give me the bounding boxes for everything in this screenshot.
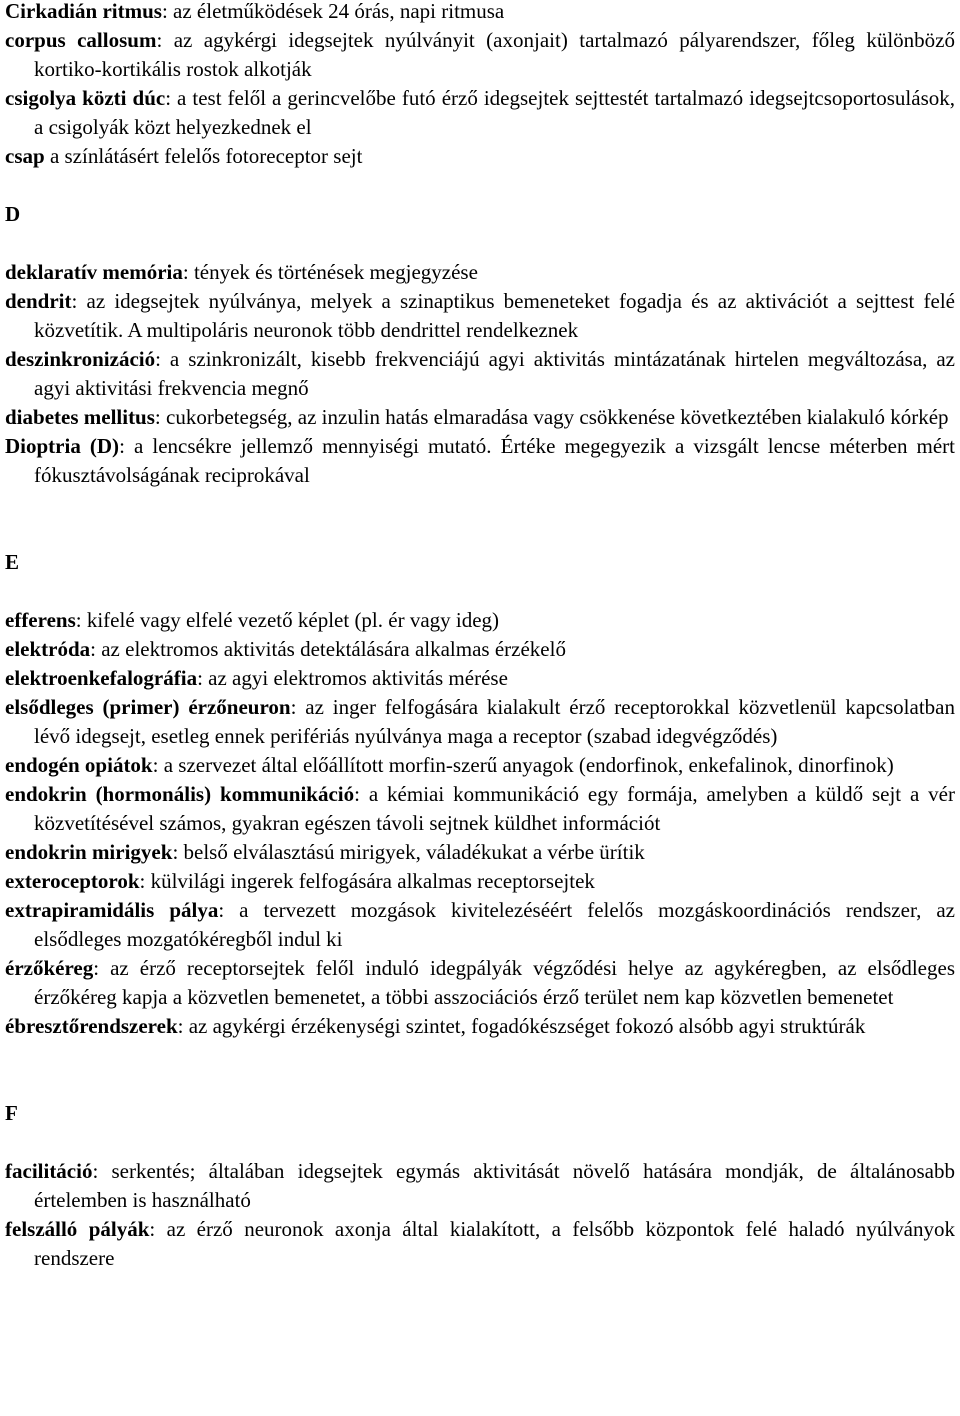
entry-definition: : a szervezet által előállított morfin-szerű anyagok (endorfinok, enkefalinok, dinorfinok)	[152, 753, 894, 777]
glossary-entry	[5, 751, 955, 780]
entry-definition: a színlátásért felelős fotoreceptor sejt	[44, 144, 363, 168]
entry-term: deszinkronizáció	[5, 347, 156, 371]
entry-term: endogén opiátok	[5, 753, 153, 777]
entry-term: csigolya közti dúc	[5, 86, 166, 110]
entry-definition: : az idegsejtek nyúlványa, melyek a szinaptikus bemeneteket fogadja és az aktivációt a sejttest felé közvetítik. A multipoláris neuronok több dendrittel rendelkeznek	[34, 289, 955, 342]
glossary-entry	[5, 432, 955, 490]
entry-definition: : az inger felfogására kialakult érző receptorokkal közvetlenül kapcsolatban lévő idegsejt, esetleg ennek perifériás nyúlványa maga a receptor (szabad idegvégződés)	[34, 695, 955, 748]
entry-term: deklaratív memória	[5, 260, 183, 284]
glossary-entry	[5, 84, 955, 142]
entry-definition: : cukorbetegség, az inzulin hatás elmaradása vagy csökkenése következtében kialakuló kórkép	[154, 405, 949, 429]
entry-definition: : a kémiai kommunikáció egy formája, amelyben a küldő sejt a vér közvetítésével számos, gyakran egészen távoli sejtnek küldhet információt	[34, 782, 955, 835]
glossary-entry	[5, 258, 955, 287]
entry-term: dendrit	[5, 289, 72, 313]
entry-term: corpus callosum	[5, 28, 157, 52]
entry-definition: : az érző receptorsejtek felől induló idegpályák végződési helye az agykéregben, az elsődleges érzőkéreg kapja a közvetlen bemenetet, a többi asszociációs érző terület nem kap közvetlen bemenetet	[34, 956, 955, 1009]
section-letter-e: E	[5, 550, 20, 574]
entry-term: facilitáció	[5, 1159, 93, 1183]
entry-definition: : a szinkronizált, kisebb frekvenciájú agyi aktivitás mintázatának hirtelen megváltozása, az agyi aktivitási frekvencia megnő	[34, 347, 955, 400]
entry-definition: : serkentés; általában idegsejtek egymás aktivitását növelő hatására mondják, de általánosabb értelemben is használható	[34, 1159, 955, 1212]
glossary-entry	[5, 896, 955, 954]
entry-definition: : a tervezett mozgások kivitelezéséért felelős mozgáskoordinációs rendszer, az elsődleges mozgatókéregből indul ki	[34, 898, 955, 951]
glossary-entry	[5, 867, 955, 896]
glossary-entry	[5, 142, 955, 171]
entry-term: felszálló pályák	[5, 1217, 150, 1241]
section-letter-f: F	[5, 1101, 18, 1125]
glossary-page	[5, 0, 955, 1273]
entry-term: extrapiramidális pálya	[5, 898, 219, 922]
glossary-entry	[5, 780, 955, 838]
entry-definition: : az agyi elektromos aktivitás mérése	[197, 666, 508, 690]
entry-definition: : az agykérgi érzékenységi szintet, fogadókészséget fokozó alsóbb agyi struktúrák	[177, 1014, 866, 1038]
entry-term: Dioptria (D)	[5, 434, 120, 458]
entry-definition: : belső elválasztású mirigyek, váladékukat a vérbe ürítik	[172, 840, 645, 864]
glossary-entry	[5, 635, 955, 664]
glossary-entry	[5, 606, 955, 635]
glossary-entry	[5, 403, 955, 432]
entry-definition: : az elektromos aktivitás detektálására alkalmas érzékelő	[90, 637, 566, 661]
entry-definition: : az életműködések 24 órás, napi ritmusa	[161, 0, 505, 23]
glossary-entry	[5, 954, 955, 1012]
entry-term: endokrin (hormonális) kommunikáció	[5, 782, 355, 806]
entry-definition: : kifelé vagy elfelé vezető képlet (pl. ér vagy ideg)	[75, 608, 500, 632]
entry-term: endokrin mirigyek	[5, 840, 173, 864]
glossary-entry	[5, 664, 955, 693]
entry-term: elektróda	[5, 637, 91, 661]
entry-definition: : az agykérgi idegsejtek nyúlványit (axonjait) tartalmazó pályarendszer, főleg különböző kortiko-kortikális rostok alkotják	[34, 28, 955, 81]
entry-definition: : tények és történések megjegyzése	[182, 260, 478, 284]
entry-term: elsődleges (primer) érzőneuron	[5, 695, 291, 719]
entry-term: exteroceptorok	[5, 869, 140, 893]
entry-term: ébresztőrendszerek	[5, 1014, 178, 1038]
entry-term: csap	[5, 144, 45, 168]
glossary-entry	[5, 0, 955, 26]
entry-term: efferens	[5, 608, 76, 632]
glossary-entry	[5, 693, 955, 751]
glossary-entry	[5, 1215, 955, 1273]
glossary-entry	[5, 345, 955, 403]
entry-term: Cirkadián ritmus	[5, 0, 162, 23]
entry-definition: : az érző neuronok axonja által kialakított, a felsőbb központok felé haladó nyúlványok rendszere	[34, 1217, 955, 1270]
entry-term: elektroenkefalográfia	[5, 666, 198, 690]
glossary-entry	[5, 287, 955, 345]
glossary-entry	[5, 1012, 955, 1041]
section-letter-d: D	[5, 202, 21, 226]
entry-term: érzőkéreg	[5, 956, 94, 980]
entry-definition: : a test felől a gerincvelőbe futó érző idegsejtek sejttestét tartalmazó idegsejtcsoportosulások, a csigolyák közt helyezkednek el	[34, 86, 955, 139]
glossary-entry	[5, 26, 955, 84]
entry-term: diabetes mellitus	[5, 405, 155, 429]
entry-definition: : a lencsékre jellemző mennyiségi mutató. Értéke megegyezik a vizsgált lencse méterben mért fókusztávolságának reciprokával	[34, 434, 955, 487]
glossary-entry	[5, 1157, 955, 1215]
entry-definition: : külvilági ingerek felfogására alkalmas receptorsejtek	[139, 869, 595, 893]
glossary-entry	[5, 838, 955, 867]
